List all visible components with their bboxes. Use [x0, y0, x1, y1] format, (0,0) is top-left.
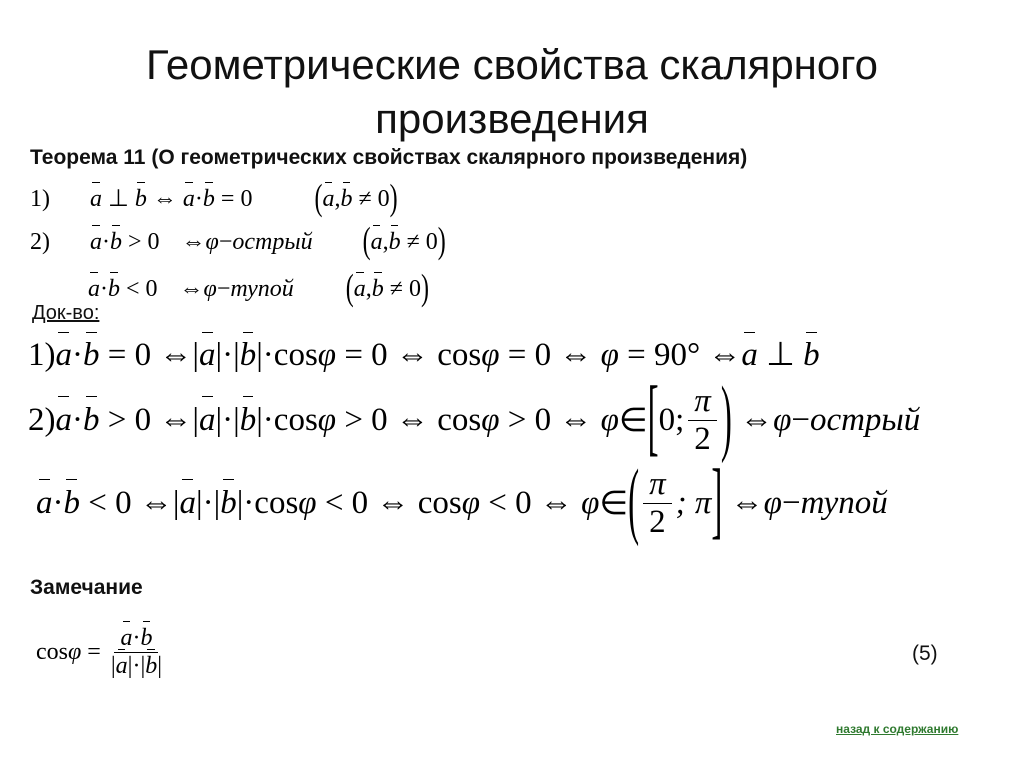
- dash: −: [791, 401, 810, 438]
- cos: cos: [437, 337, 482, 373]
- vector-a: a: [370, 229, 383, 255]
- cos: cos: [36, 638, 68, 665]
- greater-zero: > 0: [107, 401, 152, 438]
- dot-symbol: ·: [194, 186, 203, 212]
- pi-over-2: [688, 383, 717, 457]
- fraction-denominator: [105, 653, 168, 679]
- phi-symbol: φ: [317, 401, 337, 438]
- item-number: 1): [30, 186, 50, 212]
- remark-heading: Замечание: [30, 576, 143, 599]
- dash: −: [216, 276, 231, 302]
- dot-symbol: ·: [100, 276, 108, 302]
- cos: cos: [273, 401, 318, 438]
- zero-semicolon: 0;: [658, 401, 685, 438]
- iff-symbol: ⇔: [559, 401, 593, 438]
- obtuse-word: тупой: [230, 276, 294, 302]
- element-of: ∈: [618, 403, 648, 439]
- theorem-item-2: [30, 221, 446, 262]
- obtuse-word: тупой: [800, 484, 888, 521]
- phi-symbol: φ: [205, 229, 219, 255]
- vector-b: b: [140, 625, 153, 652]
- vector-b: b: [340, 186, 353, 212]
- phi-symbol: φ: [600, 337, 619, 373]
- phi-symbol: φ: [317, 337, 337, 373]
- left-paren: (: [362, 221, 371, 262]
- dot-symbol: ·: [72, 401, 83, 438]
- vector-b: b: [239, 401, 257, 438]
- abs-bar: |: [192, 337, 199, 373]
- vector-a: a: [36, 484, 53, 521]
- abs-bar: |·|: [215, 337, 240, 373]
- dot-symbol: ·: [72, 337, 83, 373]
- vector-b: b: [83, 337, 100, 373]
- abs-bar: |·|: [195, 484, 221, 521]
- vector-a: a: [198, 401, 216, 438]
- iff-symbol: ⇔: [730, 484, 764, 521]
- vector-b: b: [108, 276, 120, 302]
- proof-line-2: [28, 371, 921, 466]
- line-number: 1): [28, 337, 56, 373]
- back-to-contents-link[interactable]: назад к содержанию: [836, 722, 959, 736]
- iff-symbol: ⇔: [181, 229, 206, 255]
- dot-symbol: ·: [102, 229, 110, 255]
- equals-zero: = 0: [507, 337, 552, 373]
- comma: ,: [334, 186, 341, 212]
- abs-bar: |·: [256, 337, 274, 373]
- vector-a: a: [55, 401, 72, 438]
- cos: cos: [417, 484, 462, 521]
- proof-label: [32, 302, 99, 325]
- vector-b: b: [63, 484, 80, 521]
- equals-zero: = 0: [344, 337, 388, 373]
- vector-a: a: [55, 337, 72, 373]
- vector-b: b: [803, 337, 820, 373]
- dot-symbol: ·: [132, 652, 141, 679]
- vector-a: a: [198, 337, 216, 373]
- vector-a: a: [182, 186, 195, 212]
- acute-word: острый: [809, 401, 921, 438]
- vector-b: b: [239, 337, 257, 373]
- equation-number: (5): [912, 642, 938, 665]
- abs-bar: |: [192, 401, 199, 438]
- proof-line-1: [28, 334, 820, 374]
- line-number: 2): [28, 401, 56, 438]
- vector-b: b: [220, 484, 237, 521]
- semicolon-pi: ; π: [675, 484, 712, 521]
- slide-title-line-2: произведения: [375, 95, 649, 142]
- equals-sign: =: [87, 638, 101, 665]
- less-zero: < 0: [88, 484, 132, 521]
- phi-symbol: φ: [461, 484, 480, 521]
- left-bracket: [: [647, 371, 659, 466]
- less-zero: < 0: [488, 484, 532, 521]
- greater-zero: > 0: [344, 401, 388, 438]
- phi-symbol: φ: [763, 484, 782, 521]
- item-number: 2): [30, 229, 50, 255]
- pi-symbol: π: [688, 383, 717, 420]
- vector-b: b: [134, 186, 147, 212]
- phi-symbol: φ: [600, 401, 619, 438]
- vector-a: a: [322, 186, 335, 212]
- cos: cos: [437, 401, 482, 438]
- vector-b: b: [202, 186, 215, 212]
- iff-symbol: ⇔: [539, 484, 573, 521]
- equals-90: = 90°: [627, 337, 701, 373]
- not-zero: ≠ 0: [358, 186, 390, 212]
- cos: cos: [273, 337, 318, 373]
- phi-symbol: φ: [773, 401, 792, 438]
- less-zero: < 0: [126, 276, 158, 302]
- vector-b: b: [371, 276, 384, 302]
- left-paren: (: [345, 268, 354, 309]
- perp-symbol: ⊥: [766, 337, 795, 373]
- phi-symbol: φ: [481, 401, 500, 438]
- dot-symbol: ·: [132, 625, 141, 652]
- iff-symbol: ⇔: [159, 401, 193, 438]
- cosine-formula: [36, 612, 172, 692]
- iff-symbol: ⇔: [159, 337, 193, 373]
- cosine-fraction: [105, 625, 168, 679]
- iff-symbol: ⇔: [139, 484, 173, 521]
- perp-symbol: ⊥: [108, 186, 129, 212]
- vector-b: b: [388, 229, 401, 255]
- vector-b: b: [145, 652, 158, 679]
- abs-bar: |: [140, 652, 146, 679]
- element-of: ∈: [599, 486, 629, 522]
- acute-word: острый: [232, 229, 313, 255]
- abs-bar: |: [157, 652, 163, 679]
- right-paren: ): [389, 178, 398, 219]
- theorem-heading: Теорема 11 (О геометрических свойствах скалярного произведения): [30, 146, 748, 169]
- pi-over-2: [643, 466, 672, 540]
- theorem-item-1: [30, 178, 398, 219]
- proof-line-3: [36, 454, 888, 549]
- comma: ,: [365, 276, 372, 302]
- cos: cos: [254, 484, 299, 521]
- right-bracket: ]: [711, 454, 723, 549]
- iff-symbol: ⇔: [376, 484, 410, 521]
- abs-bar: |: [110, 652, 116, 679]
- vector-a: a: [741, 337, 758, 373]
- right-paren: ): [420, 268, 429, 309]
- phi-symbol: φ: [68, 638, 82, 665]
- greater-zero: > 0: [128, 229, 160, 255]
- iff-symbol: ⇔: [395, 401, 429, 438]
- right-paren: ): [437, 221, 446, 262]
- abs-bar: |: [127, 652, 133, 679]
- left-paren: (: [314, 178, 323, 219]
- denominator-two: 2: [694, 420, 711, 457]
- greater-zero: > 0: [507, 401, 552, 438]
- equals-zero: = 0: [220, 186, 253, 212]
- dash: −: [781, 484, 801, 521]
- iff-symbol: ⇔: [179, 276, 204, 302]
- vector-a: a: [353, 276, 366, 302]
- vector-a: a: [90, 229, 102, 255]
- iff-symbol: ⇔: [395, 337, 429, 373]
- phi-symbol: φ: [203, 276, 217, 302]
- equals-zero: = 0: [107, 337, 152, 373]
- right-paren: ): [720, 371, 732, 466]
- denominator-two: 2: [649, 503, 666, 540]
- comma: ,: [382, 229, 389, 255]
- abs-bar: |·: [256, 401, 274, 438]
- iff-symbol: ⇔: [708, 337, 742, 373]
- left-paren: (: [628, 454, 640, 549]
- vector-a: a: [120, 625, 133, 652]
- vector-a: a: [115, 652, 128, 679]
- vector-a: a: [88, 276, 100, 302]
- abs-bar: |·|: [215, 401, 240, 438]
- not-zero: ≠ 0: [389, 276, 421, 302]
- phi-symbol: φ: [581, 484, 600, 521]
- phi-symbol: φ: [298, 484, 317, 521]
- less-zero: < 0: [324, 484, 369, 521]
- iff-symbol: ⇔: [559, 337, 593, 373]
- iff-symbol: ⇔: [740, 401, 774, 438]
- vector-a: a: [179, 484, 196, 521]
- dash: −: [218, 229, 233, 255]
- slide-title-line-1: Геометрические свойства скалярного: [146, 41, 878, 88]
- theorem-item-3: [88, 268, 429, 309]
- not-zero: ≠ 0: [406, 229, 438, 255]
- proof-label-text: Док-во:: [32, 302, 100, 324]
- pi-symbol: π: [643, 466, 672, 503]
- vector-b: b: [110, 229, 122, 255]
- vector-b: b: [83, 401, 100, 438]
- abs-bar: |: [172, 484, 180, 521]
- vector-a: a: [90, 186, 102, 212]
- dot-symbol: ·: [52, 484, 64, 521]
- phi-symbol: φ: [481, 337, 500, 373]
- abs-bar: |·: [236, 484, 255, 521]
- iff-symbol: ⇔: [152, 186, 177, 212]
